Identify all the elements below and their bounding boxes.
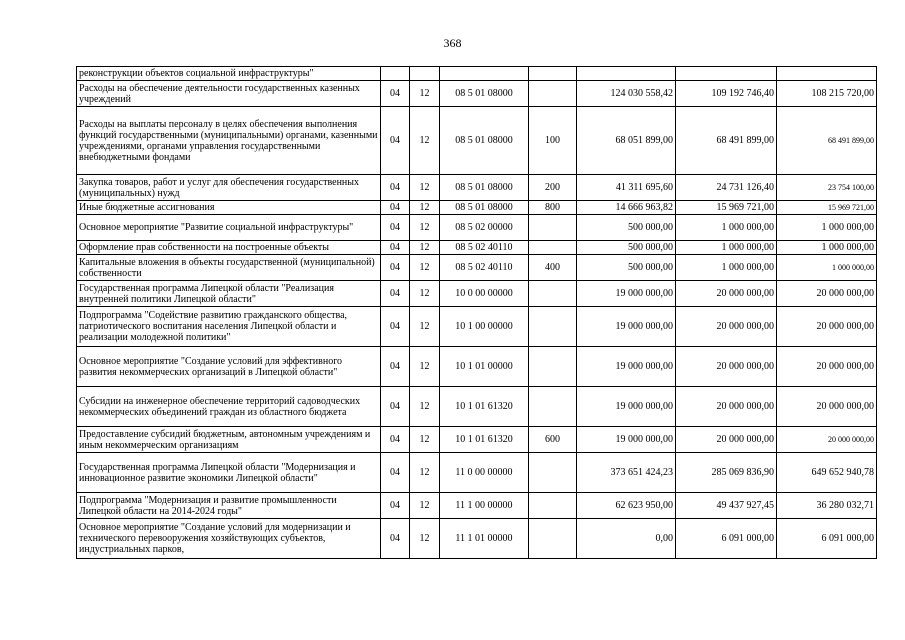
amount-year1-cell: 19 000 000,00 <box>577 281 676 307</box>
table-row <box>77 453 877 493</box>
amount-year2-cell: 20 000 000,00 <box>676 427 777 453</box>
amount-year3-cell: 36 280 032,71 <box>777 493 877 519</box>
amount-year3-cell: 1 000 000,00 <box>777 255 877 281</box>
amount-year3-cell: 1 000 000,00 <box>777 215 877 241</box>
expense-type-cell: 600 <box>529 427 577 453</box>
target-article-cell: 08 5 02 00000 <box>440 215 529 241</box>
amount-year2-cell: 20 000 000,00 <box>676 347 777 387</box>
target-article-cell: 11 1 01 00000 <box>440 519 529 559</box>
row-name-cell: Основное мероприятие "Развитие социальной инфраструктуры" <box>77 215 381 241</box>
subsection-code-cell: 12 <box>410 519 440 559</box>
amount-year1-cell: 500 000,00 <box>577 255 676 281</box>
amount-year2-cell: 20 000 000,00 <box>676 307 777 347</box>
row-name-cell: Предоставление субсидий бюджетным, автономным учреждениям и иным некоммерческим организациям <box>77 427 381 453</box>
amount-year3-cell: 1 000 000,00 <box>777 241 877 255</box>
amount-year1-cell: 124 030 558,42 <box>577 81 676 107</box>
subsection-code-cell: 12 <box>410 307 440 347</box>
table-row <box>77 427 877 453</box>
section-code-cell <box>381 67 410 81</box>
row-name-cell: реконструкции объектов социальной инфраструктуры" <box>77 67 381 81</box>
row-name-cell: Подпрограмма "Содействие развитию гражданского общества, патриотического воспитания населения Липецкой области и реализации молодежной политики" <box>77 307 381 347</box>
expense-type-cell: 100 <box>529 107 577 175</box>
amount-year1-cell: 62 623 950,00 <box>577 493 676 519</box>
expense-type-cell <box>529 493 577 519</box>
row-name-cell: Закупка товаров, работ и услуг для обеспечения государственных (муниципальных) нужд <box>77 175 381 201</box>
table-row <box>77 387 877 427</box>
subsection-code-cell: 12 <box>410 493 440 519</box>
expense-type-cell: 200 <box>529 175 577 201</box>
row-name-cell: Государственная программа Липецкой области "Модернизация и инновационное развитие экономики Липецкой области" <box>77 453 381 493</box>
expense-type-cell <box>529 519 577 559</box>
subsection-code-cell: 12 <box>410 107 440 175</box>
table-row <box>77 201 877 215</box>
amount-year3-cell <box>777 67 877 81</box>
row-name-cell: Государственная программа Липецкой области "Реализация внутренней политики Липецкой области" <box>77 281 381 307</box>
target-article-cell: 08 5 01 08000 <box>440 107 529 175</box>
target-article-cell: 08 5 01 08000 <box>440 201 529 215</box>
subsection-code-cell: 12 <box>410 453 440 493</box>
subsection-code-cell: 12 <box>410 255 440 281</box>
table-row <box>77 215 877 241</box>
target-article-cell: 10 1 00 00000 <box>440 307 529 347</box>
subsection-code-cell: 12 <box>410 347 440 387</box>
table-row <box>77 67 877 81</box>
table-row <box>77 281 877 307</box>
amount-year2-cell: 15 969 721,00 <box>676 201 777 215</box>
amount-year1-cell: 19 000 000,00 <box>577 427 676 453</box>
subsection-code-cell: 12 <box>410 427 440 453</box>
target-article-cell: 08 5 01 08000 <box>440 81 529 107</box>
expense-type-cell <box>529 281 577 307</box>
amount-year2-cell: 20 000 000,00 <box>676 387 777 427</box>
amount-year3-cell: 649 652 940,78 <box>777 453 877 493</box>
section-code-cell: 04 <box>381 107 410 175</box>
target-article-cell: 11 0 00 00000 <box>440 453 529 493</box>
subsection-code-cell: 12 <box>410 241 440 255</box>
amount-year2-cell: 285 069 836,90 <box>676 453 777 493</box>
table-row <box>77 107 877 175</box>
row-name-cell: Расходы на обеспечение деятельности государственных казенных учреждений <box>77 81 381 107</box>
section-code-cell: 04 <box>381 201 410 215</box>
amount-year3-cell: 108 215 720,00 <box>777 81 877 107</box>
expense-type-cell: 400 <box>529 255 577 281</box>
row-name-cell: Субсидии на инженерное обеспечение территорий садоводческих некоммерческих объединений граждан из областного бюджета <box>77 387 381 427</box>
target-article-cell: 08 5 01 08000 <box>440 175 529 201</box>
amount-year2-cell: 20 000 000,00 <box>676 281 777 307</box>
target-article-cell: 10 1 01 61320 <box>440 427 529 453</box>
amount-year1-cell <box>577 67 676 81</box>
amount-year2-cell: 24 731 126,40 <box>676 175 777 201</box>
row-name-cell: Капитальные вложения в объекты государственной (муниципальной) собственности <box>77 255 381 281</box>
row-name-cell: Основное мероприятие "Создание условий для эффективного развития некоммерческих организаций в Липецкой области" <box>77 347 381 387</box>
page-number: 368 <box>443 36 462 50</box>
table-row <box>77 81 877 107</box>
row-name-cell: Основное мероприятие "Создание условий для модернизации и технического перевооружения хозяйствующих субъектов, индустриальных парков, <box>77 519 381 559</box>
amount-year2-cell: 1 000 000,00 <box>676 241 777 255</box>
section-code-cell: 04 <box>381 175 410 201</box>
amount-year1-cell: 14 666 963,82 <box>577 201 676 215</box>
amount-year2-cell: 68 491 899,00 <box>676 107 777 175</box>
subsection-code-cell: 12 <box>410 215 440 241</box>
section-code-cell: 04 <box>381 387 410 427</box>
amount-year3-cell: 68 491 899,00 <box>777 107 877 175</box>
amount-year3-cell: 20 000 000,00 <box>777 387 877 427</box>
expense-type-cell <box>529 67 577 81</box>
budget-table <box>76 66 877 559</box>
table-row <box>77 255 877 281</box>
table-row <box>77 307 877 347</box>
table-row <box>77 241 877 255</box>
row-name-cell: Оформление прав собственности на построенные объекты <box>77 241 381 255</box>
amount-year1-cell: 19 000 000,00 <box>577 347 676 387</box>
section-code-cell: 04 <box>381 453 410 493</box>
amount-year3-cell: 23 754 100,00 <box>777 175 877 201</box>
amount-year1-cell: 41 311 695,60 <box>577 175 676 201</box>
amount-year3-cell: 6 091 000,00 <box>777 519 877 559</box>
section-code-cell: 04 <box>381 519 410 559</box>
amount-year2-cell <box>676 67 777 81</box>
section-code-cell: 04 <box>381 307 410 347</box>
target-article-cell: 10 1 01 61320 <box>440 387 529 427</box>
amount-year1-cell: 500 000,00 <box>577 215 676 241</box>
target-article-cell: 08 5 02 40110 <box>440 255 529 281</box>
section-code-cell: 04 <box>381 215 410 241</box>
amount-year2-cell: 1 000 000,00 <box>676 215 777 241</box>
expense-type-cell <box>529 241 577 255</box>
amount-year3-cell: 15 969 721,00 <box>777 201 877 215</box>
amount-year1-cell: 373 651 424,23 <box>577 453 676 493</box>
target-article-cell: 08 5 02 40110 <box>440 241 529 255</box>
amount-year3-cell: 20 000 000,00 <box>777 347 877 387</box>
amount-year2-cell: 1 000 000,00 <box>676 255 777 281</box>
expense-type-cell <box>529 307 577 347</box>
expense-type-cell: 800 <box>529 201 577 215</box>
table-row <box>77 175 877 201</box>
subsection-code-cell: 12 <box>410 81 440 107</box>
row-name-cell: Расходы на выплаты персоналу в целях обеспечения выполнения функций государственными (муниципальными) органами, казенными учреждениями, органами управления государственными внебюджетными фондами <box>77 107 381 175</box>
section-code-cell: 04 <box>381 493 410 519</box>
amount-year1-cell: 19 000 000,00 <box>577 387 676 427</box>
subsection-code-cell: 12 <box>410 201 440 215</box>
table-row <box>77 519 877 559</box>
target-article-cell: 10 1 01 00000 <box>440 347 529 387</box>
section-code-cell: 04 <box>381 347 410 387</box>
section-code-cell: 04 <box>381 255 410 281</box>
amount-year3-cell: 20 000 000,00 <box>777 281 877 307</box>
expense-type-cell <box>529 215 577 241</box>
table-row <box>77 493 877 519</box>
expense-type-cell <box>529 387 577 427</box>
table-row <box>77 347 877 387</box>
section-code-cell: 04 <box>381 241 410 255</box>
row-name-cell: Иные бюджетные ассигнования <box>77 201 381 215</box>
subsection-code-cell <box>410 67 440 81</box>
expense-type-cell <box>529 81 577 107</box>
amount-year2-cell: 49 437 927,45 <box>676 493 777 519</box>
section-code-cell: 04 <box>381 81 410 107</box>
section-code-cell: 04 <box>381 427 410 453</box>
target-article-cell: 10 0 00 00000 <box>440 281 529 307</box>
section-code-cell: 04 <box>381 281 410 307</box>
amount-year1-cell: 68 051 899,00 <box>577 107 676 175</box>
amount-year2-cell: 109 192 746,40 <box>676 81 777 107</box>
subsection-code-cell: 12 <box>410 387 440 427</box>
amount-year1-cell: 500 000,00 <box>577 241 676 255</box>
subsection-code-cell: 12 <box>410 281 440 307</box>
subsection-code-cell: 12 <box>410 175 440 201</box>
amount-year3-cell: 20 000 000,00 <box>777 427 877 453</box>
amount-year1-cell: 19 000 000,00 <box>577 307 676 347</box>
amount-year2-cell: 6 091 000,00 <box>676 519 777 559</box>
expense-type-cell <box>529 347 577 387</box>
target-article-cell: 11 1 00 00000 <box>440 493 529 519</box>
row-name-cell: Подпрограмма "Модернизация и развитие промышленности Липецкой области на 2014-2024 годы" <box>77 493 381 519</box>
target-article-cell <box>440 67 529 81</box>
amount-year3-cell: 20 000 000,00 <box>777 307 877 347</box>
amount-year1-cell: 0,00 <box>577 519 676 559</box>
expense-type-cell <box>529 453 577 493</box>
